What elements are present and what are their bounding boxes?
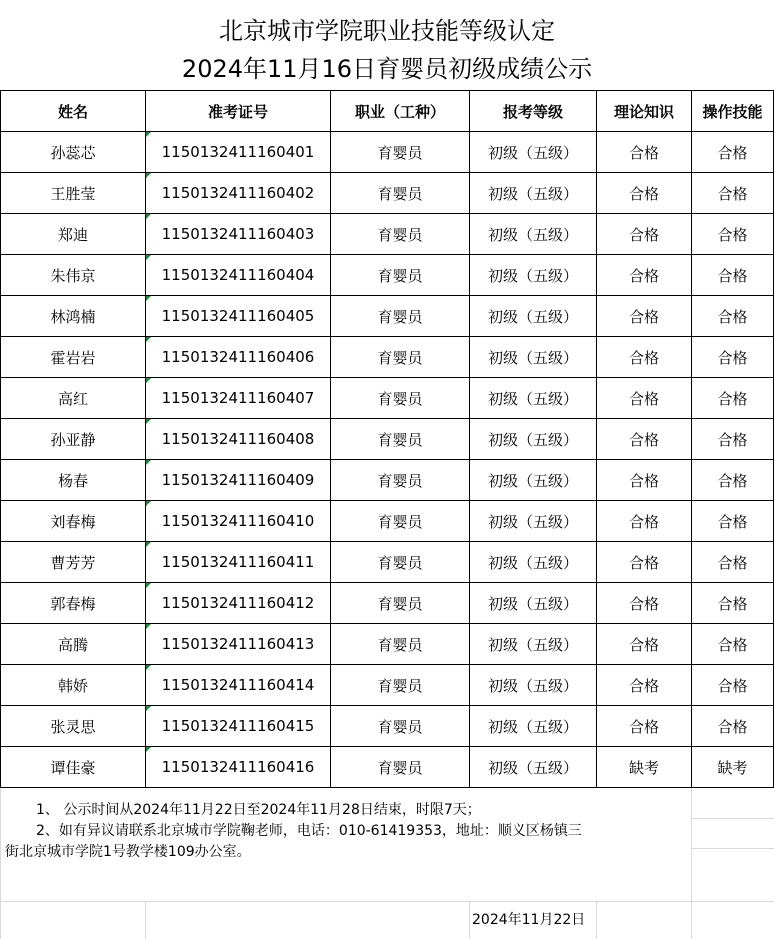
header-theory: 理论知识 (597, 91, 692, 132)
gridline (145, 901, 146, 939)
cell-name: 谭佳豪 (1, 747, 146, 788)
cell-name: 高腾 (1, 624, 146, 665)
cell-practical: 合格 (692, 378, 774, 419)
cell-name: 郑迪 (1, 214, 146, 255)
cell-theory: 缺考 (597, 747, 692, 788)
table-row (1, 296, 774, 337)
cell-practical: 合格 (692, 624, 774, 665)
cell-level: 初级（五级） (470, 378, 597, 419)
gridline (469, 901, 470, 939)
cell-name: 杨春 (1, 460, 146, 501)
cell-ticket-number: 1150132411160411 (146, 542, 331, 583)
cell-ticket-number: 1150132411160415 (146, 706, 331, 747)
notes-block (0, 788, 690, 863)
cell-occupation: 育婴员 (331, 665, 470, 706)
cell-level: 初级（五级） (470, 337, 597, 378)
cell-ticket-number: 1150132411160405 (146, 296, 331, 337)
cell-practical: 合格 (692, 132, 774, 173)
cell-practical: 合格 (692, 706, 774, 747)
cell-occupation: 育婴员 (331, 460, 470, 501)
header-ticket-number: 准考证号 (146, 91, 331, 132)
cell-practical: 合格 (692, 173, 774, 214)
cell-occupation: 育婴员 (331, 419, 470, 460)
gridline (691, 818, 774, 819)
table-row (1, 583, 774, 624)
cell-name: 霍岩岩 (1, 337, 146, 378)
cell-occupation: 育婴员 (331, 255, 470, 296)
cell-practical: 合格 (692, 214, 774, 255)
table-row (1, 624, 774, 665)
cell-name: 朱伟京 (1, 255, 146, 296)
cell-occupation: 育婴员 (331, 378, 470, 419)
cell-name: 孙蕊芯 (1, 132, 146, 173)
note-line-1: 1、 公示时间从2024年11月22日至2024年11月28日结束，时限7天； (36, 802, 481, 818)
cell-ticket-number: 1150132411160404 (146, 255, 331, 296)
cell-theory: 合格 (597, 583, 692, 624)
cell-theory: 合格 (597, 132, 692, 173)
cell-ticket-number: 1150132411160401 (146, 132, 331, 173)
header-occupation: 职业（工种） (331, 91, 470, 132)
table-row (1, 706, 774, 747)
table-header-row (1, 91, 774, 132)
gridline (596, 901, 597, 939)
cell-practical: 合格 (692, 542, 774, 583)
gridline (0, 788, 1, 939)
cell-level: 初级（五级） (470, 501, 597, 542)
cell-name: 高红 (1, 378, 146, 419)
cell-name: 刘春梅 (1, 501, 146, 542)
cell-occupation: 育婴员 (331, 583, 470, 624)
cell-theory: 合格 (597, 706, 692, 747)
cell-level: 初级（五级） (470, 583, 597, 624)
cell-ticket-number: 1150132411160416 (146, 747, 331, 788)
publish-date: 2024年11月22日 (472, 912, 586, 928)
cell-level: 初级（五级） (470, 296, 597, 337)
cell-theory: 合格 (597, 624, 692, 665)
cell-level: 初级（五级） (470, 419, 597, 460)
cell-name: 郭春梅 (1, 583, 146, 624)
cell-level: 初级（五级） (470, 255, 597, 296)
gridline (691, 848, 774, 849)
cell-practical: 合格 (692, 665, 774, 706)
cell-ticket-number: 1150132411160410 (146, 501, 331, 542)
cell-practical: 缺考 (692, 747, 774, 788)
cell-ticket-number: 1150132411160414 (146, 665, 331, 706)
cell-occupation: 育婴员 (331, 132, 470, 173)
cell-theory: 合格 (597, 296, 692, 337)
table-row (1, 501, 774, 542)
page-title: 北京城市学院职业技能等级认定 (219, 17, 555, 45)
cell-name: 张灵思 (1, 706, 146, 747)
cell-level: 初级（五级） (470, 460, 597, 501)
table-row (1, 132, 774, 173)
table-row (1, 173, 774, 214)
cell-ticket-number: 1150132411160413 (146, 624, 331, 665)
table-row (1, 419, 774, 460)
table-row (1, 542, 774, 583)
cell-ticket-number: 1150132411160406 (146, 337, 331, 378)
table-row (1, 460, 774, 501)
cell-ticket-number: 1150132411160408 (146, 419, 331, 460)
results-table (0, 90, 774, 788)
cell-practical: 合格 (692, 337, 774, 378)
cell-theory: 合格 (597, 378, 692, 419)
cell-occupation: 育婴员 (331, 747, 470, 788)
cell-ticket-number: 1150132411160403 (146, 214, 331, 255)
cell-theory: 合格 (597, 337, 692, 378)
cell-theory: 合格 (597, 542, 692, 583)
cell-name: 孙亚静 (1, 419, 146, 460)
cell-occupation: 育婴员 (331, 214, 470, 255)
cell-occupation: 育婴员 (331, 173, 470, 214)
cell-practical: 合格 (692, 501, 774, 542)
cell-occupation: 育婴员 (331, 624, 470, 665)
cell-practical: 合格 (692, 255, 774, 296)
table-row (1, 747, 774, 788)
gridline (0, 901, 774, 902)
cell-practical: 合格 (692, 460, 774, 501)
cell-theory: 合格 (597, 665, 692, 706)
table-row (1, 214, 774, 255)
cell-level: 初级（五级） (470, 132, 597, 173)
cell-level: 初级（五级） (470, 542, 597, 583)
cell-occupation: 育婴员 (331, 542, 470, 583)
cell-theory: 合格 (597, 419, 692, 460)
cell-level: 初级（五级） (470, 747, 597, 788)
cell-level: 初级（五级） (470, 706, 597, 747)
table-row (1, 665, 774, 706)
page-subtitle: 2024年11月16日育婴员初级成绩公示 (181, 55, 593, 83)
cell-occupation: 育婴员 (331, 337, 470, 378)
cell-theory: 合格 (597, 255, 692, 296)
cell-theory: 合格 (597, 214, 692, 255)
cell-theory: 合格 (597, 460, 692, 501)
cell-level: 初级（五级） (470, 173, 597, 214)
cell-occupation: 育婴员 (331, 706, 470, 747)
gridline (691, 788, 692, 939)
cell-level: 初级（五级） (470, 214, 597, 255)
cell-practical: 合格 (692, 419, 774, 460)
cell-name: 韩娇 (1, 665, 146, 706)
cell-name: 王胜莹 (1, 173, 146, 214)
cell-theory: 合格 (597, 501, 692, 542)
cell-ticket-number: 1150132411160409 (146, 460, 331, 501)
cell-name: 曹芳芳 (1, 542, 146, 583)
cell-occupation: 育婴员 (331, 296, 470, 337)
cell-name: 林鸿楠 (1, 296, 146, 337)
cell-ticket-number: 1150132411160407 (146, 378, 331, 419)
header-level: 报考等级 (470, 91, 597, 132)
header-practical: 操作技能 (692, 91, 774, 132)
table-row (1, 255, 774, 296)
note-line-2: 2、如有异议请联系北京城市学院鞠老师，电话：010-61419353，地址：顺义区杨镇三 (36, 823, 582, 839)
cell-theory: 合格 (597, 173, 692, 214)
note-line-3: 街北京城市学院1号教学楼109办公室。 (5, 844, 251, 860)
cell-occupation: 育婴员 (331, 501, 470, 542)
header-name: 姓名 (1, 91, 146, 132)
table-row (1, 378, 774, 419)
cell-ticket-number: 1150132411160402 (146, 173, 331, 214)
cell-level: 初级（五级） (470, 665, 597, 706)
cell-practical: 合格 (692, 583, 774, 624)
table-row (1, 337, 774, 378)
cell-ticket-number: 1150132411160412 (146, 583, 331, 624)
cell-level: 初级（五级） (470, 624, 597, 665)
cell-practical: 合格 (692, 296, 774, 337)
